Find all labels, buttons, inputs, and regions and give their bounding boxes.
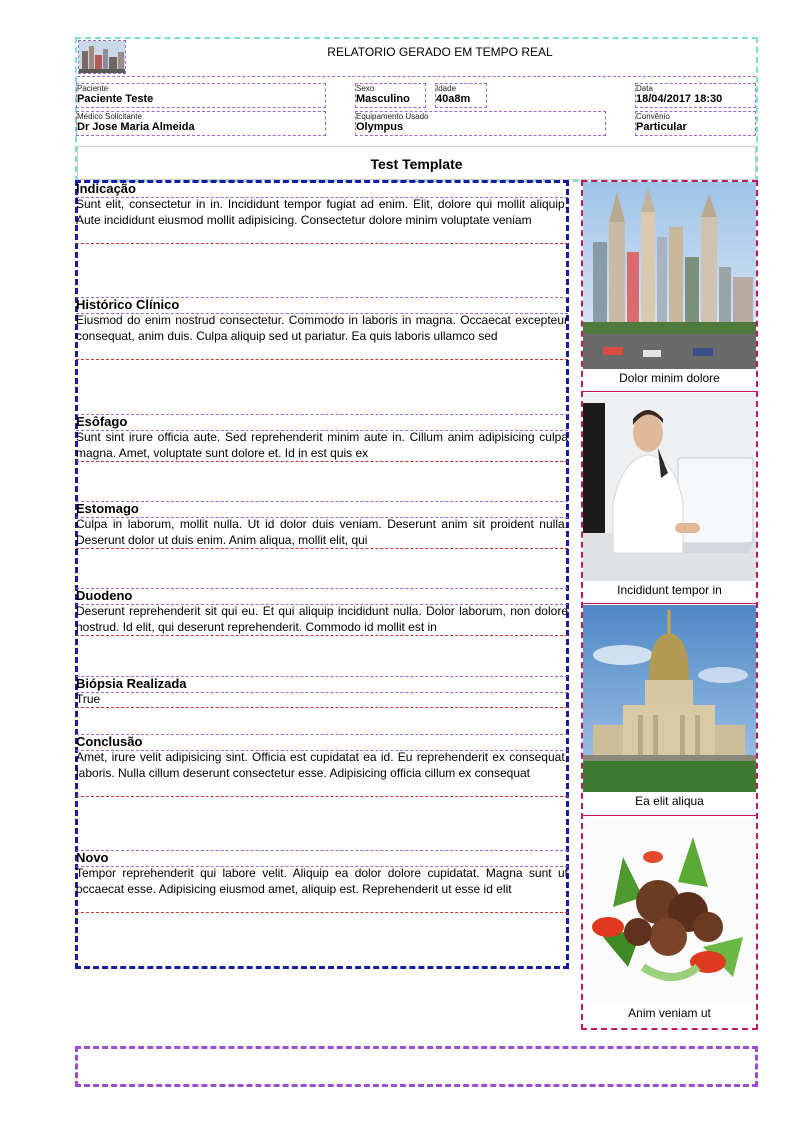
caption-divider (583, 603, 756, 604)
image-caption: Dolor minim dolore (619, 371, 720, 385)
field-value: 18/04/2017 18:30 (636, 93, 723, 105)
caption-divider (583, 815, 756, 816)
section-title-conclusao: Conclusão (76, 735, 568, 751)
field-label: Paciente (77, 84, 109, 93)
section-title-indicacao: Indicação (76, 182, 568, 198)
field-value: 40a8m (436, 93, 471, 105)
field-equipamento (355, 111, 606, 136)
image-dome (583, 605, 756, 792)
section-body-conclusao: Amet, irure velit adipisicing sint. Officia est cupidatat ea id. Eu reprehenderit ex consequat, laboris. Nulla cillum deserunt consectetur esse. Adipisicing officia cillum ex consequat (76, 750, 568, 797)
header-divider (77, 76, 756, 77)
field-label: Idade (436, 84, 457, 93)
field-value: Masculino (356, 93, 410, 105)
field-convenio (635, 111, 756, 136)
report-title: RELATORIO GERADO EM TEMPO REAL (327, 45, 553, 59)
field-label: Convênio (636, 112, 670, 121)
section-body-estomago: Culpa in laborum, mollit nulla. Ut id dolor duis veniam. Deserunt anim sit proident nulla. Deserunt dolor ut duis enim. Anim aliqua, mollit elit, qui (76, 517, 568, 549)
section-body-novo: Tempor reprehenderit qui labore velit. Aliquip ea dolor dolore cupidatat. Magna sunt ut occaecat esse. Adipisicing eiusmod amet, aliquip est. Reprehenderit ut esse id elit (76, 866, 568, 913)
template-title: Test Template (77, 146, 756, 180)
field-value: Dr Jose Maria Almeida (77, 121, 195, 133)
section-title-historico: Histórico Clínico (76, 298, 568, 314)
field-value: Olympus (356, 121, 404, 133)
field-label: Equipamento Usado (356, 112, 429, 121)
section-title-biopsia: Biópsia Realizada (76, 677, 568, 693)
section-title-estomago: Estomago (76, 502, 568, 518)
field-medico (76, 111, 326, 136)
section-body-indicacao: Sunt elit, consectetur in in. Incididunt tempor fugiat ad enim. Elit, dolore qui mollit aliquip. Aute incididunt eiusmod mollit adipisicing. Consectetur dolore minim voluptate veniam (76, 197, 568, 244)
caption-divider (583, 391, 756, 392)
section-title-duodeno: Duodeno (76, 589, 568, 605)
section-title-novo: Novo (76, 851, 568, 867)
field-sexo (355, 83, 426, 108)
image-office (583, 393, 756, 581)
image-caption: Ea elit aliqua (635, 794, 704, 808)
image-caption: Anim veniam ut (628, 1006, 711, 1020)
section-title-esofago: Esôfago (76, 415, 568, 431)
section-body-biopsia: True (76, 692, 568, 708)
image-caption: Incididunt tempor in (617, 583, 722, 597)
field-value: Paciente Teste (77, 93, 154, 105)
image-food (583, 817, 756, 1004)
field-idade (435, 83, 487, 108)
field-paciente (76, 83, 326, 108)
section-body-esofago: Sunt sint irure officia aute. Sed reprehenderit minim aute in. Cillum anim adipisicing culpa magna. Amet, voluptate sunt dolore et. Id in est quis ex (76, 430, 568, 462)
section-body-historico: Eiusmod do enim nostrud consectetur. Commodo in laboris in magna. Occaecat excepteur consequat, anim duis. Culpa aliquip sed ut pariatur. Ea quis laboris ullamco sed (76, 313, 568, 360)
section-body-duodeno: Deserunt reprehenderit sit qui eu. Et qui aliquip incididunt nulla. Dolor laborum, non dolore nostrud. Id elit, qui deserunt reprehenderit. Commodo id mollit est in (76, 604, 568, 636)
field-label: Sexo (356, 84, 375, 93)
field-label: Médico Solicitante (77, 112, 142, 121)
clinic-logo (78, 40, 126, 74)
field-data (635, 83, 756, 108)
field-label: Data (636, 84, 653, 93)
image-city (583, 182, 756, 369)
field-value: Particular (636, 121, 687, 133)
report-footer (75, 1046, 758, 1087)
